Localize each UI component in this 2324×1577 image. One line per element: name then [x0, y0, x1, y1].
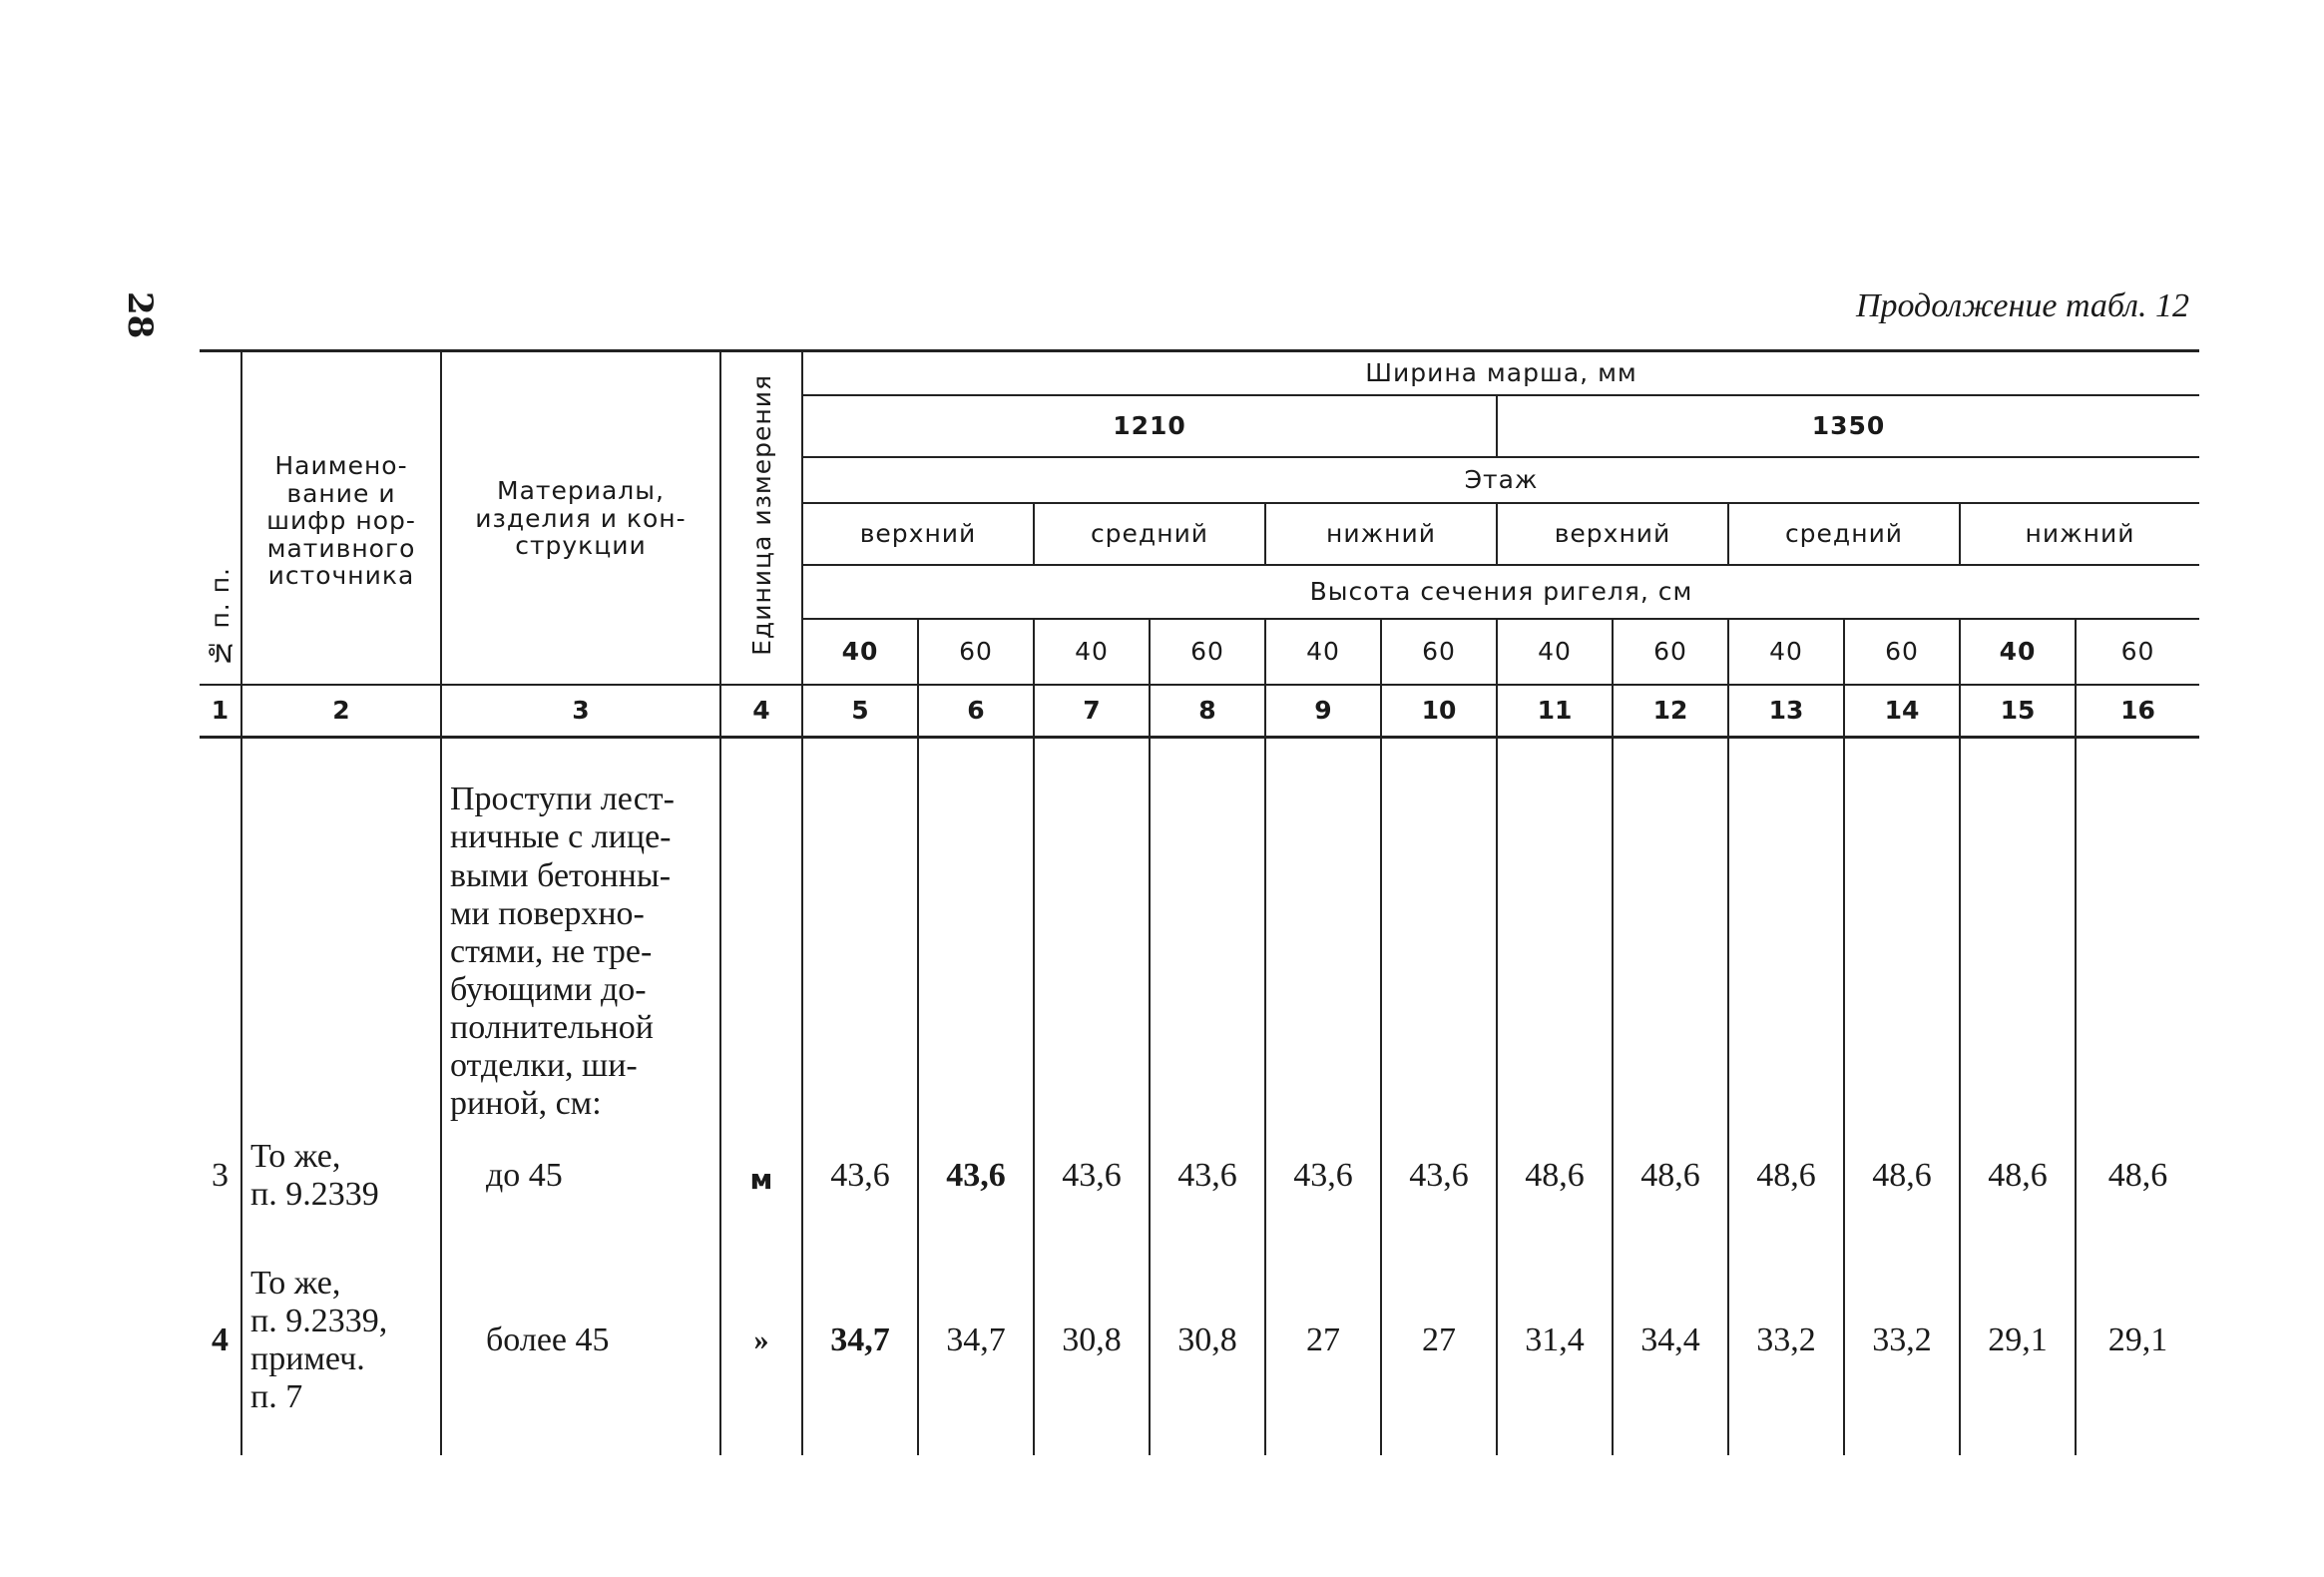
row-value: 43,6: [1381, 1126, 1497, 1226]
header-source: Наимено- вание и шифр нор- мативного источника: [241, 351, 441, 685]
row-value: 48,6: [1844, 1126, 1960, 1226]
col-number: 14: [1844, 685, 1960, 738]
header-width-1350: 1350: [1497, 395, 2199, 457]
row-value: 43,6: [802, 1126, 918, 1226]
header-floor-title: Этаж: [802, 457, 2199, 503]
col-number: 12: [1613, 685, 1728, 738]
col-number: 7: [1034, 685, 1150, 738]
row-value: 34,7: [802, 1226, 918, 1455]
col-number: 1: [200, 685, 241, 738]
row-value: 27: [1381, 1226, 1497, 1455]
row-value: 30,8: [1034, 1226, 1150, 1455]
row-source: То же, п. 9.2339: [241, 1126, 441, 1226]
continuation-label: Продолжение табл. 12: [1855, 287, 2189, 324]
header-height-11: 40: [1960, 619, 2076, 685]
header-height-1: 40: [802, 619, 918, 685]
row-unit: м: [720, 1126, 802, 1226]
header-height-12: 60: [2120, 637, 2155, 666]
header-height-3: 40: [1034, 619, 1150, 685]
row-material: более 45: [441, 1226, 720, 1455]
intro-description: Проступи лест- ничные с лице- выми бетонны- ми поверхно- стями, не тре- бующими до- полнительной отделки, ши- риной, см:: [441, 737, 720, 1126]
header-unit: Единица измерения: [720, 351, 802, 685]
row-value: 43,6: [1265, 1126, 1381, 1226]
row-value: 43,6: [1150, 1126, 1265, 1226]
header-floor-4: верхний: [1497, 503, 1728, 565]
header-height-5: 40: [1265, 619, 1381, 685]
row-value: 43,6: [1034, 1126, 1150, 1226]
row-value: 48,6: [1613, 1126, 1728, 1226]
row-value: 31,4: [1497, 1226, 1613, 1455]
row-material: до 45: [441, 1126, 720, 1226]
row-value: 29,1: [2107, 1321, 2168, 1358]
col-number: 3: [441, 685, 720, 738]
row-value: 34,4: [1613, 1226, 1728, 1455]
col-number: 8: [1150, 685, 1265, 738]
col-number: 2: [241, 685, 441, 738]
header-floor-5: средний: [1728, 503, 1960, 565]
header-height-title: Высота сечения ригеля, см: [802, 565, 2199, 619]
page-number: 28: [120, 291, 160, 339]
row-value: 27: [1265, 1226, 1381, 1455]
header-height-4: 60: [1150, 619, 1265, 685]
header-width-title: Ширина марша, мм: [802, 351, 2199, 395]
row-value: 30,8: [1150, 1226, 1265, 1455]
row-value: 29,1: [1960, 1226, 2076, 1455]
table-row: [200, 1226, 2199, 1455]
col-number: 15: [1960, 685, 2076, 738]
header-height-8: 60: [1613, 619, 1728, 685]
row-source: То же, п. 9.2339, примеч. п. 7: [241, 1226, 441, 1455]
row-value: 48,6: [1728, 1126, 1844, 1226]
row-value: 43,6: [918, 1126, 1034, 1226]
col-number: 11: [1497, 685, 1613, 738]
row-value: 33,2: [1844, 1226, 1960, 1455]
col-number: 6: [918, 685, 1034, 738]
row-number: 3: [200, 1126, 241, 1226]
header-num: № п. п.: [200, 351, 241, 685]
norms-table: [200, 349, 2199, 1455]
col-number: 5: [802, 685, 918, 738]
header-height-10: 60: [1844, 619, 1960, 685]
header-width-1210: 1210: [802, 395, 1497, 457]
row-value: 34,7: [918, 1226, 1034, 1455]
header-height-2: 60: [918, 619, 1034, 685]
table-row: [200, 1126, 2199, 1226]
header-height-9: 40: [1728, 619, 1844, 685]
col-number: 16: [2076, 685, 2199, 738]
col-number: 13: [1728, 685, 1844, 738]
header-floor-1: верхний: [802, 503, 1034, 565]
col-number: 4: [720, 685, 802, 738]
row-value: 48,6: [1497, 1126, 1613, 1226]
header-height-6: 60: [1381, 619, 1497, 685]
col-number: 9: [1265, 685, 1381, 738]
header-floor-2: средний: [1034, 503, 1265, 565]
header-materials: Материалы, изделия и кон- струкции: [441, 351, 720, 685]
row-value: 48,6: [2107, 1157, 2168, 1194]
row-value: 33,2: [1728, 1226, 1844, 1455]
header-floor-6: нижний: [1960, 503, 2199, 565]
col-number: 10: [1381, 685, 1497, 738]
header-height-7: 40: [1497, 619, 1613, 685]
header-floor-3: нижний: [1265, 503, 1497, 565]
row-number: 4: [200, 1226, 241, 1455]
row-value: 48,6: [1960, 1126, 2076, 1226]
row-unit: »: [720, 1226, 802, 1455]
